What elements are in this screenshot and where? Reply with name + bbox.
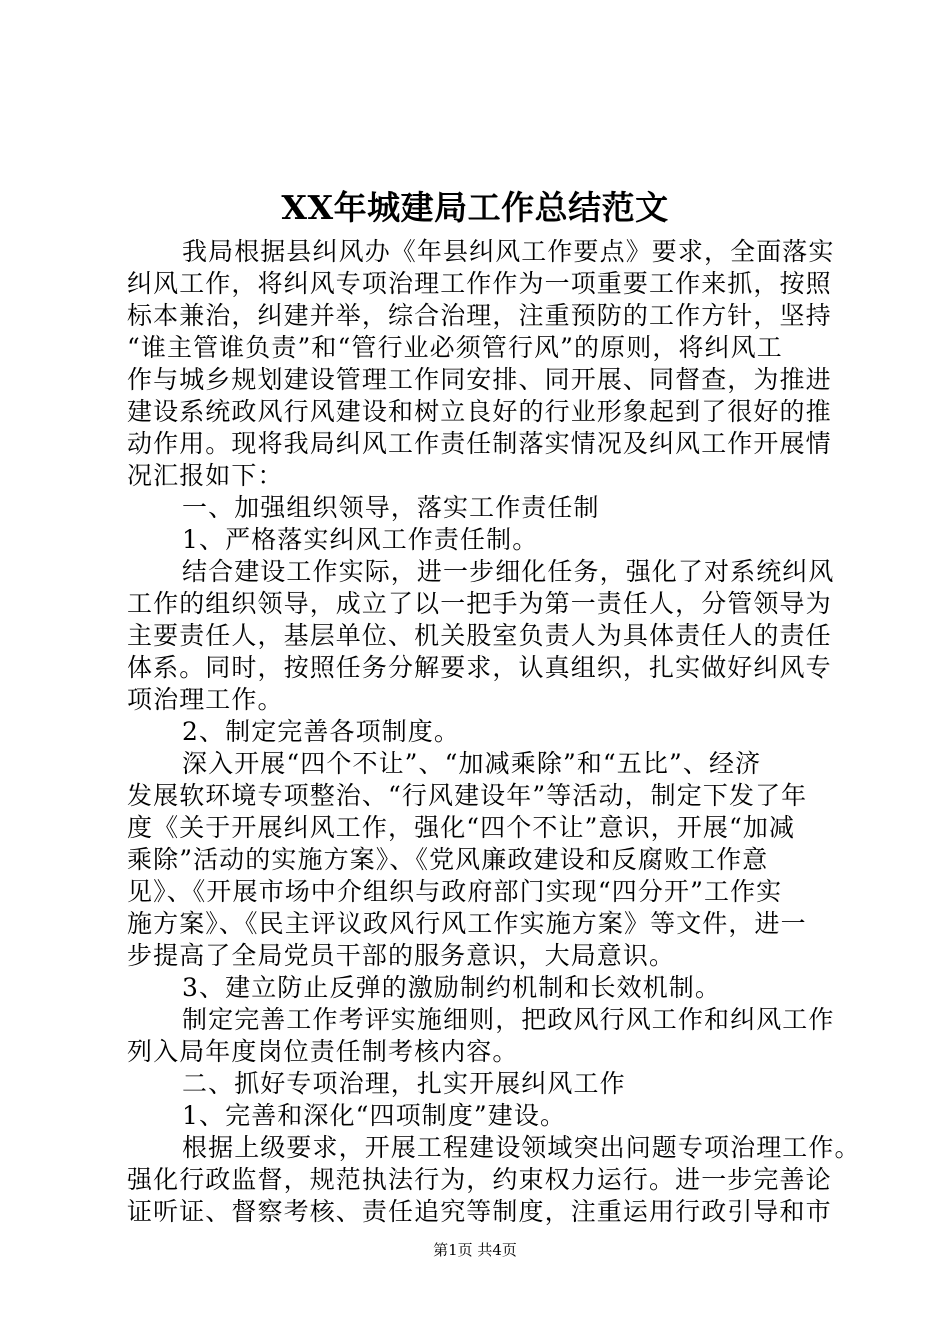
body-line: 工作的组织领导，成立了以一把手为第一责任人，分管领导为 bbox=[127, 589, 832, 618]
body-line: 2、制定完善各项制度。 bbox=[182, 717, 461, 746]
body-line: 我局根据县纠风办《年县纠风工作要点》要求，全面落实 bbox=[182, 237, 835, 266]
document-body bbox=[127, 236, 861, 1228]
body-line: 制定完善工作考评实施细则，把政风行风工作和纠风工作 bbox=[182, 1005, 835, 1034]
body-line: 1、完善和深化“四项制度”建设。 bbox=[182, 1101, 567, 1130]
body-line: 1、严格落实纠风工作责任制。 bbox=[182, 525, 539, 554]
document-title: XX年城建局工作总结范文 bbox=[281, 188, 669, 227]
body-line: 发展软环境专项整治、“行风建设年”等活动，制定下发了年 bbox=[127, 781, 808, 810]
body-line: 建设系统政风行风建设和树立良好的行业形象起到了很好的推 bbox=[127, 397, 832, 426]
body-line: 施方案》、《民主评议政风行风工作实施方案》等文件，进一 bbox=[127, 909, 807, 938]
body-line: 一、加强组织领导，落实工作责任制 bbox=[182, 493, 600, 522]
body-line: 3、建立防止反弹的激励制约机制和长效机制。 bbox=[182, 973, 722, 1002]
body-line: 根据上级要求，开展工程建设领域突出问题专项治理工作。 bbox=[182, 1133, 861, 1162]
body-line: 纠风工作，将纠风专项治理工作作为一项重要工作来抓，按照 bbox=[127, 269, 832, 298]
body-line: 主要责任人，基层单位、机关股室负责人为具体责任人的责任 bbox=[127, 621, 832, 650]
body-line: 体系。同时，按照任务分解要求，认真组织，扎实做好纠风专 bbox=[127, 653, 832, 682]
body-line: 况汇报如下： bbox=[127, 461, 284, 490]
body-line: 强化行政监督，规范执法行为，约束权力运行。进一步完善论 bbox=[127, 1165, 832, 1194]
body-line: 项治理工作。 bbox=[127, 685, 284, 714]
body-line: 动作用。现将我局纠风工作责任制落实情况及纠风工作开展情 bbox=[127, 429, 832, 458]
body-line: 作与城乡规划建设管理工作同安排、同开展、同督查，为推进 bbox=[127, 365, 832, 394]
body-line: 深入开展“四个不让”、“加减乘除”和“五比”、经济 bbox=[182, 749, 762, 778]
body-line: 证听证、督察考核、责任追究等制度，注重运用行政引导和市 bbox=[127, 1197, 832, 1226]
body-line: 列入局年度岗位责任制考核内容。 bbox=[127, 1037, 519, 1066]
body-line: “谁主管谁负责”和“管行业必须管行风”的原则，将纠风工 bbox=[127, 333, 783, 362]
body-line: 结合建设工作实际，进一步细化任务，强化了对系统纠风 bbox=[182, 557, 835, 586]
body-line: 乘除”活动的实施方案》、《党风廉政建设和反腐败工作意 bbox=[127, 845, 769, 874]
body-line: 二、抓好专项治理，扎实开展纠风工作 bbox=[182, 1069, 626, 1098]
body-line: 标本兼治，纠建并举，综合治理，注重预防的工作方针，坚持 bbox=[127, 301, 832, 330]
page-footer: 第1页 共4页 bbox=[433, 1241, 517, 1259]
body-line: 度《关于开展纠风工作，强化“四个不让”意识，开展“加减 bbox=[127, 813, 796, 842]
body-line: 步提高了全局党员干部的服务意识，大局意识。 bbox=[127, 941, 676, 970]
body-line: 见》、《开展市场中介组织与政府部门实现“四分开”工作实 bbox=[127, 877, 783, 906]
